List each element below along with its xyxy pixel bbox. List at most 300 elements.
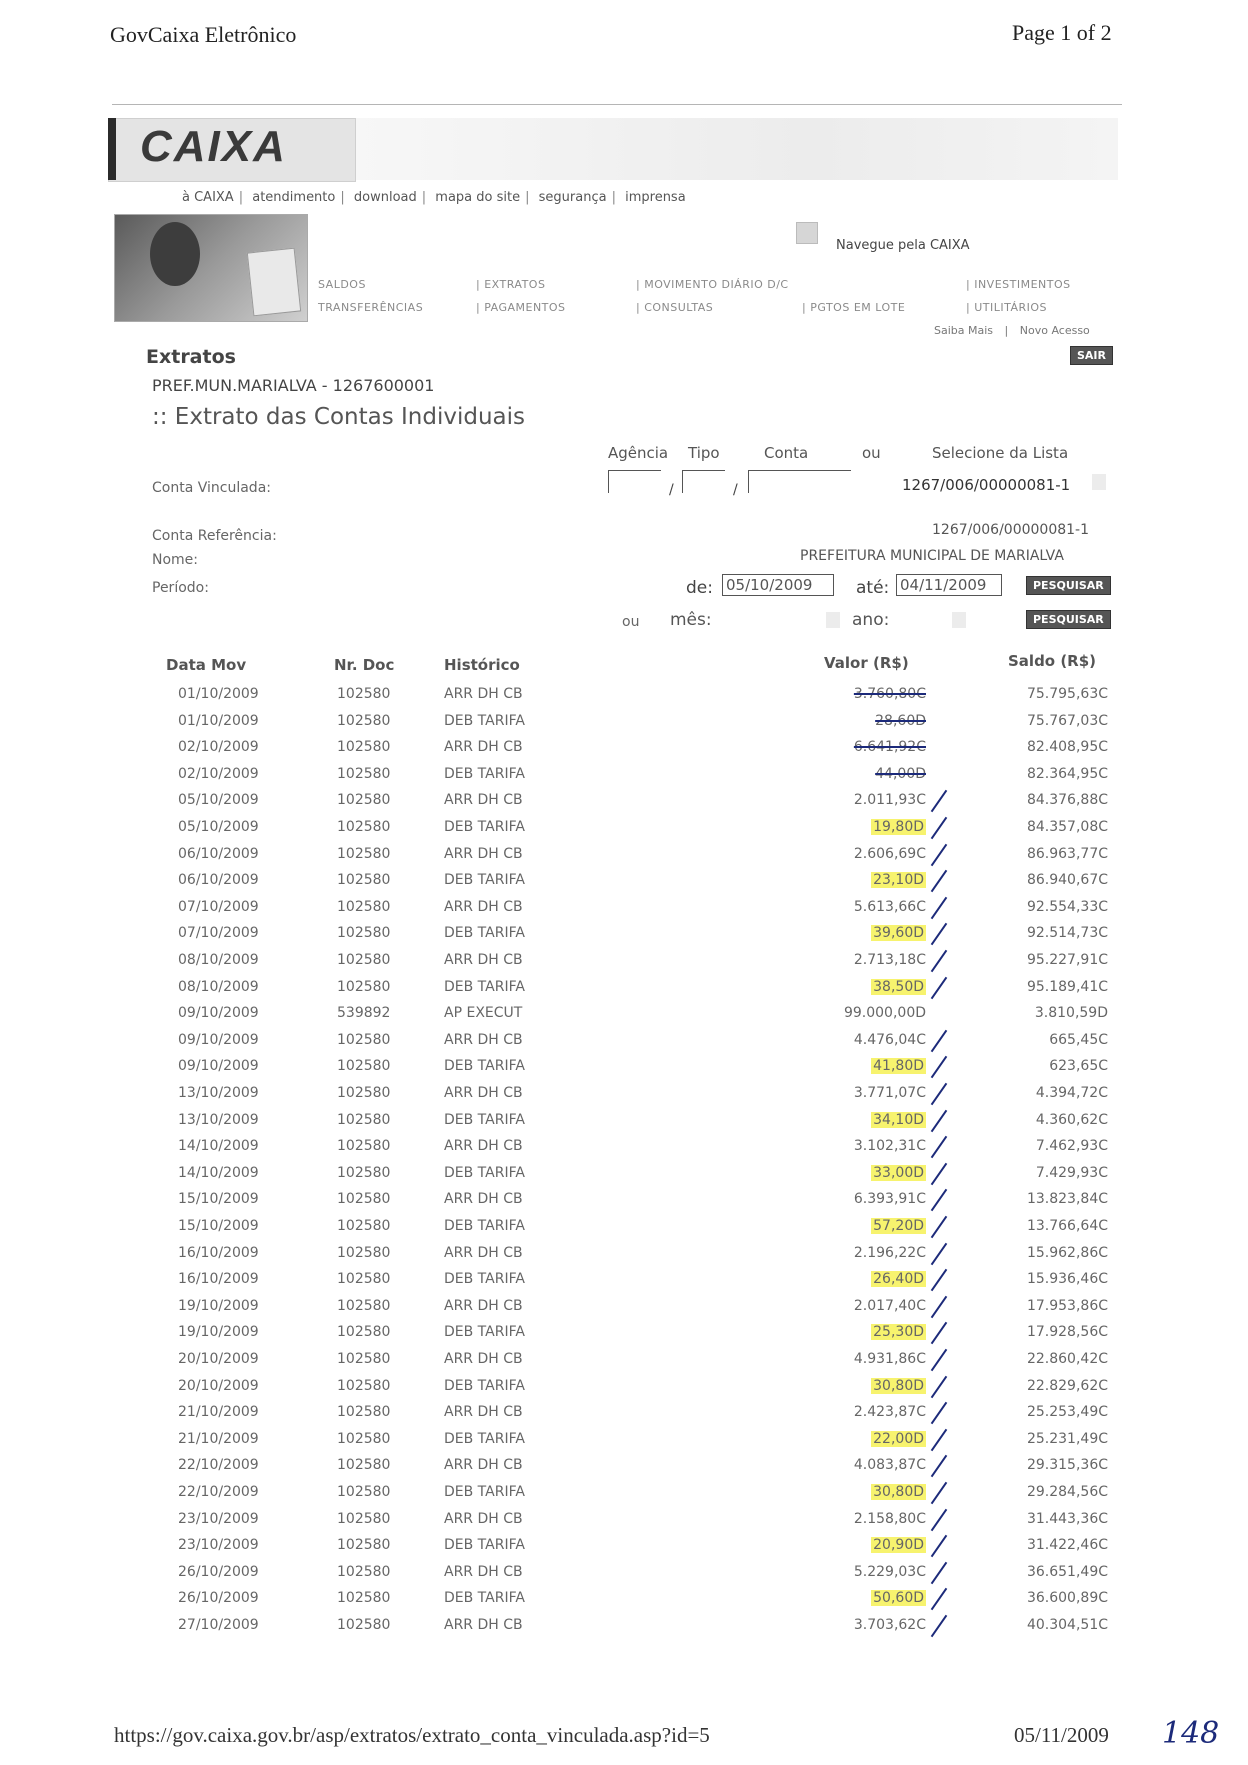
cell-historico: ARR DH CB: [444, 792, 523, 809]
cell-date: 14/10/2009: [178, 1138, 259, 1155]
table-row: [0, 1191, 1248, 1217]
cell-historico: ARR DH CB: [444, 1510, 523, 1527]
conta-label: Conta: [764, 444, 809, 462]
cell-doc: 102580: [337, 1111, 391, 1128]
cell-saldo: 84.357,08C: [1026, 819, 1108, 835]
cell-historico: DEB TARIFA: [444, 1111, 525, 1128]
handwritten-page-number: 148: [1162, 1716, 1220, 1751]
table-row: [0, 1165, 1248, 1191]
cell-date: 05/10/2009: [178, 792, 259, 809]
pen-checkmark: [931, 1322, 948, 1344]
pesquisar-periodo-button[interactable]: PESQUISAR: [1026, 576, 1111, 595]
novo-acesso-link[interactable]: Novo Acesso: [1019, 324, 1090, 337]
cell-valor: 25,30D: [873, 1324, 924, 1341]
pen-checkmark: [931, 1216, 948, 1238]
link-separator: |: [1004, 324, 1009, 337]
cell-historico: ARR DH CB: [444, 1244, 523, 1261]
col-header-data: Data Mov: [166, 656, 247, 674]
cell-historico: DEB TARIFA: [444, 1377, 525, 1394]
cell-valor: 3.102,31C: [853, 1138, 926, 1155]
pen-checkmark: [931, 1189, 948, 1211]
menu-pgtos-em-lote[interactable]: | PGTOS EM LOTE: [802, 301, 906, 314]
cell-historico: ARR DH CB: [444, 1297, 523, 1314]
cell-valor: 6.393,91C: [853, 1191, 926, 1208]
topnav-imprensa[interactable]: imprensa: [625, 190, 686, 205]
cell-valor: 2.158,80C: [853, 1510, 926, 1527]
cell-valor: 30,80D: [873, 1484, 924, 1500]
table-row: [0, 925, 1248, 951]
cell-valor: 4.476,04C: [853, 1031, 926, 1048]
table-row: [0, 979, 1248, 1005]
pen-checkmark: [931, 1242, 948, 1264]
cell-date: 09/10/2009: [178, 1005, 259, 1022]
table-row: [0, 1298, 1248, 1324]
table-row: [0, 1404, 1248, 1430]
cell-doc: 102580: [337, 1085, 391, 1101]
cell-historico: DEB TARIFA: [444, 765, 525, 782]
cell-historico: ARR DH CB: [444, 845, 523, 862]
print-url: https://gov.caixa.gov.br/asp/extratos/extrato_conta_vinculada.asp?id=5: [114, 1723, 710, 1747]
cell-saldo: 3.810,59D: [1034, 1005, 1108, 1022]
pen-checkmark: [931, 1030, 948, 1052]
cell-saldo: 29.315,36C: [1026, 1457, 1108, 1474]
pen-checkmark: [931, 1296, 948, 1318]
pen-checkmark: [931, 1109, 948, 1131]
cell-saldo: 75.795,63C: [1026, 686, 1108, 702]
cell-doc: 102580: [337, 1537, 391, 1554]
print-date: 05/11/2009: [1014, 1723, 1109, 1747]
cell-valor: 2.423,87C: [853, 1404, 926, 1421]
conta-input[interactable]: [748, 470, 851, 493]
pen-checkmark: [931, 1375, 948, 1397]
pen-checkmark: [931, 897, 948, 919]
cell-valor: 4.931,86C: [853, 1351, 926, 1367]
cell-historico: DEB TARIFA: [444, 872, 525, 889]
topnav-download[interactable]: download: [353, 190, 417, 205]
cell-valor: 3.771,07C: [853, 1085, 926, 1101]
cell-valor: 57,20D: [873, 1218, 924, 1234]
cell-date: 07/10/2009: [178, 898, 259, 915]
cell-saldo: 665,45C: [1049, 1031, 1108, 1048]
cell-doc: 102580: [337, 978, 391, 995]
cell-doc: 102580: [337, 1510, 391, 1527]
menu-investimentos[interactable]: | INVESTIMENTOS: [966, 278, 1071, 291]
cell-saldo: 86.940,67C: [1026, 872, 1108, 889]
banner-photo-card: [247, 248, 301, 317]
cell-saldo: 95.189,41C: [1026, 978, 1108, 995]
cell-doc: 102580: [337, 1297, 391, 1314]
cell-doc: 102580: [337, 1563, 391, 1580]
pen-checkmark: [931, 790, 948, 812]
table-row: [0, 1457, 1248, 1483]
table-row: [0, 1245, 1248, 1271]
cell-historico: DEB TARIFA: [444, 712, 525, 729]
col-header-saldo: Saldo (R$): [1008, 652, 1097, 670]
cell-historico: DEB TARIFA: [444, 819, 525, 835]
table-row: [0, 1005, 1248, 1031]
ate-date-input[interactable]: 04/11/2009: [896, 574, 1002, 596]
cell-historico: ARR DH CB: [444, 739, 523, 756]
cell-valor: 3.760,80C: [853, 686, 926, 702]
cell-saldo: 82.408,95C: [1026, 739, 1108, 756]
table-row: [0, 1032, 1248, 1058]
cell-valor: 20,90D: [873, 1537, 924, 1554]
pen-checkmark: [931, 1535, 948, 1557]
cell-date: 14/10/2009: [178, 1164, 259, 1181]
cell-doc: 539892: [337, 1005, 391, 1022]
cell-saldo: 7.462,93C: [1035, 1138, 1108, 1155]
cell-date: 06/10/2009: [178, 845, 259, 862]
topnav-seguranca[interactable]: segurança: [538, 190, 607, 205]
cell-saldo: 4.360,62C: [1035, 1111, 1108, 1128]
cell-doc: 102580: [337, 925, 391, 942]
pen-checkmark: [931, 1562, 948, 1584]
cell-saldo: 4.394,72C: [1035, 1085, 1108, 1101]
cell-valor: 23,10D: [873, 872, 924, 889]
cell-historico: DEB TARIFA: [444, 1271, 525, 1288]
mes-select[interactable]: [826, 612, 840, 628]
cell-valor: 28,60D: [875, 712, 926, 729]
menu-consultas[interactable]: | CONSULTAS: [636, 301, 714, 314]
cell-historico: ARR DH CB: [444, 1617, 523, 1633]
topnav-mapa-do-site[interactable]: mapa do site: [435, 190, 521, 205]
banner-photo-person: [150, 222, 200, 286]
pen-checkmark: [931, 1482, 948, 1504]
cell-doc: 102580: [337, 1404, 391, 1421]
conta-lista-select[interactable]: 1267/006/00000081-1: [902, 476, 1071, 494]
cell-doc: 102580: [337, 845, 391, 862]
cell-doc: 102580: [337, 872, 391, 889]
cell-saldo: 95.227,91C: [1026, 952, 1108, 968]
table-row: [0, 1324, 1248, 1350]
cell-saldo: 29.284,56C: [1026, 1484, 1108, 1500]
cell-date: 21/10/2009: [178, 1404, 259, 1421]
cell-date: 27/10/2009: [178, 1617, 259, 1633]
cell-saldo: 13.766,64C: [1026, 1218, 1108, 1234]
conta-referencia-value: 1267/006/00000081-1: [932, 522, 1090, 538]
cell-doc: 102580: [337, 1191, 391, 1208]
sair-button[interactable]: SAIR: [1070, 346, 1113, 365]
cell-saldo: 15.936,46C: [1026, 1271, 1108, 1288]
caixa-logo[interactable]: CAIXA: [140, 122, 287, 171]
cell-date: 26/10/2009: [178, 1563, 259, 1580]
pen-checkmark: [931, 1349, 948, 1371]
cell-date: 23/10/2009: [178, 1510, 259, 1527]
cell-date: 09/10/2009: [178, 1031, 259, 1048]
cell-valor: 33,00D: [873, 1164, 924, 1181]
cell-date: 19/10/2009: [178, 1324, 259, 1341]
cell-saldo: 40.304,51C: [1026, 1617, 1108, 1633]
pen-checkmark: [931, 923, 948, 945]
cell-date: 02/10/2009: [178, 765, 259, 782]
pen-checkmark: [931, 817, 948, 839]
cell-date: 06/10/2009: [178, 872, 259, 889]
table-row: [0, 1537, 1248, 1563]
cell-date: 15/10/2009: [178, 1191, 259, 1208]
print-page-number: Page 1 of 2: [1012, 20, 1112, 45]
slash-1: /: [669, 482, 674, 498]
nome-value: PREFEITURA MUNICIPAL DE MARIALVA: [800, 548, 1064, 564]
cell-doc: 102580: [337, 1164, 391, 1181]
de-date-input[interactable]: 05/10/2009: [722, 574, 834, 596]
cell-historico: ARR DH CB: [444, 1031, 523, 1048]
cell-date: 22/10/2009: [178, 1457, 259, 1474]
cell-doc: 102580: [337, 686, 391, 702]
cell-date: 23/10/2009: [178, 1537, 259, 1554]
cell-doc: 102580: [337, 1430, 391, 1447]
table-row: [0, 1484, 1248, 1510]
pen-checkmark: [931, 976, 948, 998]
navegue-icon[interactable]: [796, 222, 818, 244]
cell-saldo: 15.962,86C: [1026, 1244, 1108, 1261]
cell-saldo: 22.860,42C: [1026, 1351, 1108, 1367]
header-banner: [356, 118, 1118, 180]
cell-date: 05/10/2009: [178, 819, 259, 835]
table-row: [0, 846, 1248, 872]
cell-saldo: 13.823,84C: [1026, 1191, 1108, 1208]
cell-historico: ARR DH CB: [444, 952, 523, 968]
cell-historico: ARR DH CB: [444, 1351, 523, 1367]
cell-historico: DEB TARIFA: [444, 1590, 525, 1607]
cell-valor: 39,60D: [873, 925, 924, 942]
cell-date: 16/10/2009: [178, 1271, 259, 1288]
table-row: [0, 1085, 1248, 1111]
cell-valor: 50,60D: [873, 1590, 924, 1607]
menu-utilitarios[interactable]: | UTILITÁRIOS: [966, 301, 1048, 314]
cell-date: 07/10/2009: [178, 925, 259, 942]
cell-historico: ARR DH CB: [444, 686, 523, 702]
pen-checkmark: [931, 1588, 948, 1610]
pen-checkmark: [931, 1269, 948, 1291]
topnav-atendimento[interactable]: atendimento: [252, 190, 336, 205]
table-row: [0, 1564, 1248, 1590]
ou-label-2: ou: [622, 614, 640, 630]
cell-valor: 44,00D: [875, 765, 926, 782]
cell-saldo: 92.554,33C: [1026, 898, 1108, 915]
menu-extratos[interactable]: | EXTRATOS: [476, 278, 546, 291]
mes-label: mês:: [670, 610, 712, 630]
cell-doc: 102580: [337, 1271, 391, 1288]
pen-checkmark: [931, 1429, 948, 1451]
cell-saldo: 17.928,56C: [1026, 1324, 1108, 1341]
cell-date: 22/10/2009: [178, 1484, 259, 1500]
pen-checkmark: [931, 870, 948, 892]
cell-valor: 30,80D: [873, 1377, 924, 1394]
de-label: de:: [686, 578, 713, 598]
cell-doc: 102580: [337, 898, 391, 915]
cell-date: 19/10/2009: [178, 1297, 259, 1314]
pen-checkmark: [931, 1402, 948, 1424]
cell-doc: 102580: [337, 1324, 391, 1341]
cell-saldo: 31.443,36C: [1026, 1510, 1108, 1527]
cell-historico: DEB TARIFA: [444, 1430, 525, 1447]
cell-saldo: 82.364,95C: [1026, 765, 1108, 782]
cell-saldo: 86.963,77C: [1026, 845, 1108, 862]
cell-historico: ARR DH CB: [444, 1138, 523, 1155]
table-row: [0, 1431, 1248, 1457]
agencia-input[interactable]: [608, 470, 661, 493]
cell-historico: DEB TARIFA: [444, 1484, 525, 1500]
table-row: [0, 1617, 1248, 1643]
cell-doc: 102580: [337, 1590, 391, 1607]
cell-historico: DEB TARIFA: [444, 1218, 525, 1234]
table-row: [0, 952, 1248, 978]
ou-label: ou: [862, 444, 881, 462]
menu-transferencias[interactable]: TRANSFERÊNCIAS: [318, 301, 424, 314]
cell-saldo: 22.829,62C: [1026, 1377, 1108, 1394]
pen-checkmark: [931, 1615, 948, 1637]
saiba-mais-link[interactable]: Saiba Mais: [934, 324, 994, 337]
header-divider: [112, 104, 1122, 105]
cell-historico: DEB TARIFA: [444, 1537, 525, 1554]
cell-historico: ARR DH CB: [444, 1457, 523, 1474]
cell-date: 02/10/2009: [178, 739, 259, 756]
cell-valor: 2.713,18C: [853, 952, 926, 968]
cell-doc: 102580: [337, 1377, 391, 1394]
tipo-label: Tipo: [688, 444, 720, 462]
menu-saldos[interactable]: SALDOS: [318, 278, 366, 291]
agencia-label: Agência: [608, 444, 669, 462]
cell-saldo: 75.767,03C: [1026, 712, 1108, 729]
cell-saldo: 7.429,93C: [1035, 1164, 1108, 1181]
table-row: [0, 686, 1248, 712]
cell-historico: ARR DH CB: [444, 1404, 523, 1421]
cell-date: 01/10/2009: [178, 686, 259, 702]
pesquisar-mes-button[interactable]: PESQUISAR: [1026, 610, 1111, 629]
cell-date: 08/10/2009: [178, 952, 259, 968]
cell-doc: 102580: [337, 792, 391, 809]
print-site-title: GovCaixa Eletrônico: [110, 22, 297, 47]
cell-date: 08/10/2009: [178, 978, 259, 995]
cell-valor: 2.196,22C: [853, 1244, 926, 1261]
cell-date: 15/10/2009: [178, 1218, 259, 1234]
col-header-doc: Nr. Doc: [334, 656, 395, 674]
cell-valor: 6.641,92C: [853, 739, 926, 756]
table-row: [0, 739, 1248, 765]
cell-valor: 2.606,69C: [853, 845, 926, 862]
conta-vinculada-label: Conta Vinculada:: [152, 480, 271, 496]
cell-doc: 102580: [337, 1031, 391, 1048]
slash-2: /: [733, 482, 738, 498]
table-row: [0, 1378, 1248, 1404]
cell-doc: 102580: [337, 1457, 391, 1474]
menu-pagamentos[interactable]: | PAGAMENTOS: [476, 301, 566, 314]
cell-date: 20/10/2009: [178, 1351, 259, 1367]
cell-doc: 102580: [337, 739, 391, 756]
periodo-label: Período:: [152, 580, 209, 596]
table-row: [0, 1218, 1248, 1244]
menu-movimento-diario[interactable]: | MOVIMENTO DIÁRIO D/C: [636, 278, 789, 291]
col-header-historico: Histórico: [444, 656, 520, 674]
cell-doc: 102580: [337, 1138, 391, 1155]
cell-doc: 102580: [337, 1244, 391, 1261]
topnav-a-caixa[interactable]: à CAIXA: [182, 190, 234, 205]
table-row: [0, 792, 1248, 818]
cell-saldo: 92.514,73C: [1026, 925, 1108, 942]
nome-label: Nome:: [152, 552, 199, 568]
pen-checkmark: [931, 1056, 948, 1078]
cell-saldo: 36.651,49C: [1026, 1563, 1108, 1580]
table-row: [0, 872, 1248, 898]
cell-historico: DEB TARIFA: [444, 1164, 525, 1181]
cell-saldo: 17.953,86C: [1026, 1297, 1108, 1314]
table-row: [0, 1112, 1248, 1138]
cell-saldo: 623,65C: [1049, 1058, 1108, 1075]
cell-doc: 102580: [337, 819, 391, 835]
cell-date: 09/10/2009: [178, 1058, 259, 1075]
selecione-label: Selecione da Lista: [932, 444, 1069, 462]
cell-historico: DEB TARIFA: [444, 1058, 525, 1075]
cell-date: 13/10/2009: [178, 1085, 259, 1101]
pen-checkmark: [931, 1136, 948, 1158]
cell-date: 01/10/2009: [178, 712, 259, 729]
cell-historico: DEB TARIFA: [444, 1324, 525, 1341]
cell-doc: 102580: [337, 1617, 391, 1633]
table-row: [0, 1351, 1248, 1377]
ano-label: ano:: [852, 610, 890, 630]
cell-doc: 102580: [337, 952, 391, 968]
logo-bar: [108, 118, 116, 180]
cell-historico: DEB TARIFA: [444, 925, 525, 942]
ate-label: até:: [856, 578, 890, 598]
cell-historico: DEB TARIFA: [444, 978, 525, 995]
cell-date: 20/10/2009: [178, 1377, 259, 1394]
cell-valor: 2.011,93C: [853, 792, 926, 809]
section-heading: Extratos: [146, 346, 236, 368]
cell-valor: 26,40D: [873, 1271, 924, 1288]
cell-doc: 102580: [337, 1351, 391, 1367]
cell-doc: 102580: [337, 712, 391, 729]
table-row: [0, 1271, 1248, 1297]
col-header-valor: Valor (R$): [824, 654, 909, 672]
cell-valor: 3.703,62C: [853, 1617, 926, 1633]
cell-valor: 99.000,00D: [843, 1005, 926, 1022]
table-row: [0, 899, 1248, 925]
account-owner: PREF.MUN.MARIALVA - 1267600001: [152, 376, 435, 395]
chevron-down-icon[interactable]: [1092, 474, 1106, 490]
cell-date: 26/10/2009: [178, 1590, 259, 1607]
cell-doc: 102580: [337, 765, 391, 782]
tipo-input[interactable]: [682, 470, 725, 493]
cell-saldo: 84.376,88C: [1026, 792, 1108, 809]
top-navigation: à CAIXA | atendimento | download | mapa do site | segurança | imprensa: [182, 190, 686, 205]
cell-historico: ARR DH CB: [444, 898, 523, 915]
cell-valor: 34,10D: [873, 1111, 924, 1128]
pen-checkmark: [931, 950, 948, 972]
cell-date: 21/10/2009: [178, 1430, 259, 1447]
cell-valor: 41,80D: [873, 1058, 924, 1075]
cell-saldo: 31.422,46C: [1026, 1537, 1108, 1554]
pen-checkmark: [931, 1455, 948, 1477]
cell-saldo: 25.253,49C: [1026, 1404, 1108, 1421]
cell-saldo: 36.600,89C: [1026, 1590, 1108, 1607]
cell-historico: ARR DH CB: [444, 1085, 523, 1101]
ano-select[interactable]: [952, 612, 966, 628]
table-row: [0, 1138, 1248, 1164]
navegue-link[interactable]: Navegue pela CAIXA: [836, 238, 970, 253]
table-row: [0, 1511, 1248, 1537]
cell-historico: AP EXECUT: [444, 1005, 523, 1022]
pen-checkmark: [931, 1083, 948, 1105]
pen-checkmark: [931, 843, 948, 865]
cell-historico: ARR DH CB: [444, 1563, 523, 1580]
cell-historico: ARR DH CB: [444, 1191, 523, 1208]
cell-valor: 5.613,66C: [853, 898, 926, 915]
table-row: [0, 766, 1248, 792]
cell-valor: 5.229,03C: [853, 1563, 926, 1580]
cell-valor: 38,50D: [873, 978, 924, 995]
cell-valor: 2.017,40C: [853, 1297, 926, 1314]
